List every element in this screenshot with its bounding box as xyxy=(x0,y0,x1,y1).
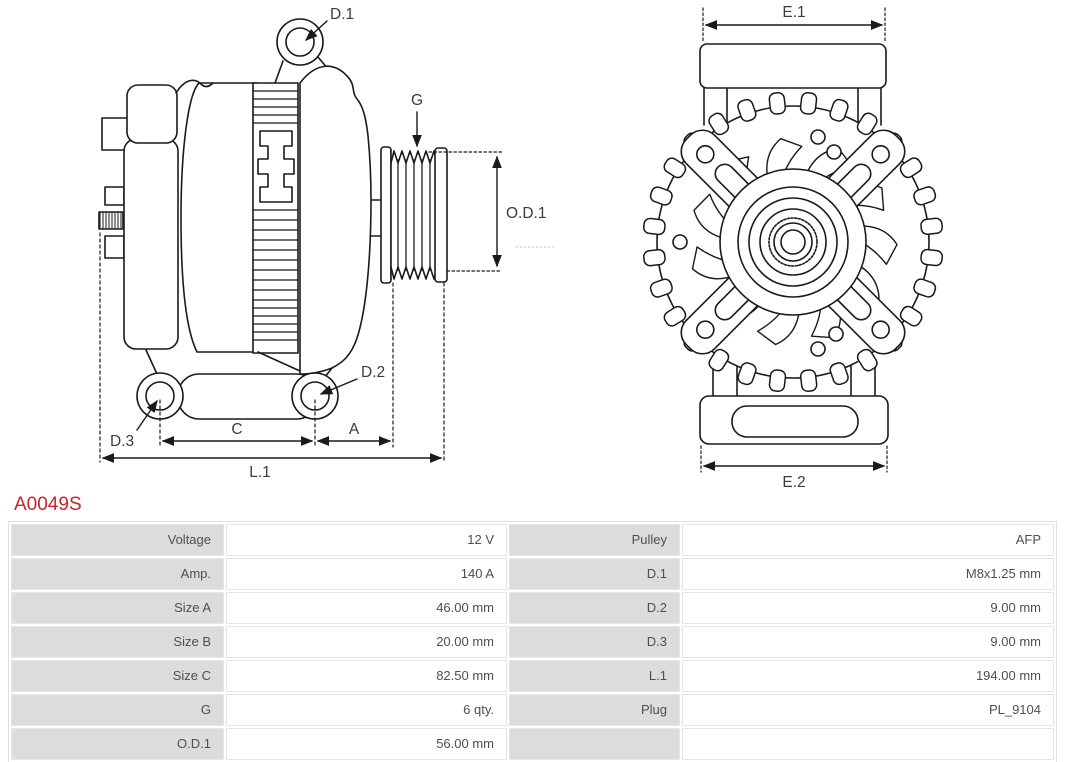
spec-value: 20.00 mm xyxy=(226,626,507,658)
spec-label: Size C xyxy=(11,660,224,692)
spec-label: L.1 xyxy=(509,660,680,692)
bottom-bracket xyxy=(700,396,888,444)
spec-value xyxy=(682,728,1054,760)
dim-label-e1: E.1 xyxy=(782,4,806,21)
top-bracket xyxy=(700,44,886,88)
spec-label: O.D.1 xyxy=(11,728,224,760)
front-view-diagram xyxy=(643,4,943,491)
threaded-stud-terminal xyxy=(99,212,123,229)
table-row xyxy=(11,626,1054,658)
dim-label-d1: D.1 xyxy=(330,6,355,23)
spec-value: 194.00 mm xyxy=(682,660,1054,692)
table-row xyxy=(11,592,1054,624)
spec-value: M8x1.25 mm xyxy=(682,558,1054,590)
table-row xyxy=(11,728,1054,760)
spec-label: Amp. xyxy=(11,558,224,590)
spec-label: D.2 xyxy=(509,592,680,624)
spec-label: G xyxy=(11,694,224,726)
spec-label: Plug xyxy=(509,694,680,726)
spec-value: PL_9104 xyxy=(682,694,1054,726)
spec-table xyxy=(8,521,1057,762)
side-view-diagram xyxy=(99,6,556,481)
dim-label-od1: O.D.1 xyxy=(506,205,547,222)
dim-label-l1: L.1 xyxy=(249,464,271,481)
spec-label xyxy=(509,728,680,760)
table-row xyxy=(11,694,1054,726)
table-row xyxy=(11,558,1054,590)
spec-label: Pulley xyxy=(509,524,680,556)
part-number: A0049S xyxy=(14,494,82,515)
spec-label: Voltage xyxy=(11,524,224,556)
pulley xyxy=(381,147,447,283)
spec-value: 9.00 mm xyxy=(682,592,1054,624)
dim-label-d3: D.3 xyxy=(110,433,135,450)
dim-label-e2: E.2 xyxy=(782,474,806,491)
spec-value: 56.00 mm xyxy=(226,728,507,760)
pulley-front xyxy=(720,169,866,315)
spec-label: D.1 xyxy=(509,558,680,590)
rear-housing xyxy=(124,80,258,352)
dim-label-d2: D.2 xyxy=(361,364,386,381)
spec-value: AFP xyxy=(682,524,1054,556)
spec-value: 9.00 mm xyxy=(682,626,1054,658)
spec-value: 6 qty. xyxy=(226,694,507,726)
spec-label: D.3 xyxy=(509,626,680,658)
stator-ribs xyxy=(253,83,298,353)
shaft-boss xyxy=(258,131,294,202)
spec-label: Size B xyxy=(11,626,224,658)
dim-label-c: C xyxy=(231,421,243,438)
dim-label-g: G xyxy=(410,92,424,109)
spec-value: 82.50 mm xyxy=(226,660,507,692)
spec-label: Size A xyxy=(11,592,224,624)
dim-label-a: A xyxy=(348,421,360,438)
spec-value: 46.00 mm xyxy=(226,592,507,624)
table-row xyxy=(11,660,1054,692)
spec-value: 12 V xyxy=(226,524,507,556)
spec-value: 140 A xyxy=(226,558,507,590)
front-housing xyxy=(300,66,371,374)
table-row xyxy=(11,524,1054,556)
